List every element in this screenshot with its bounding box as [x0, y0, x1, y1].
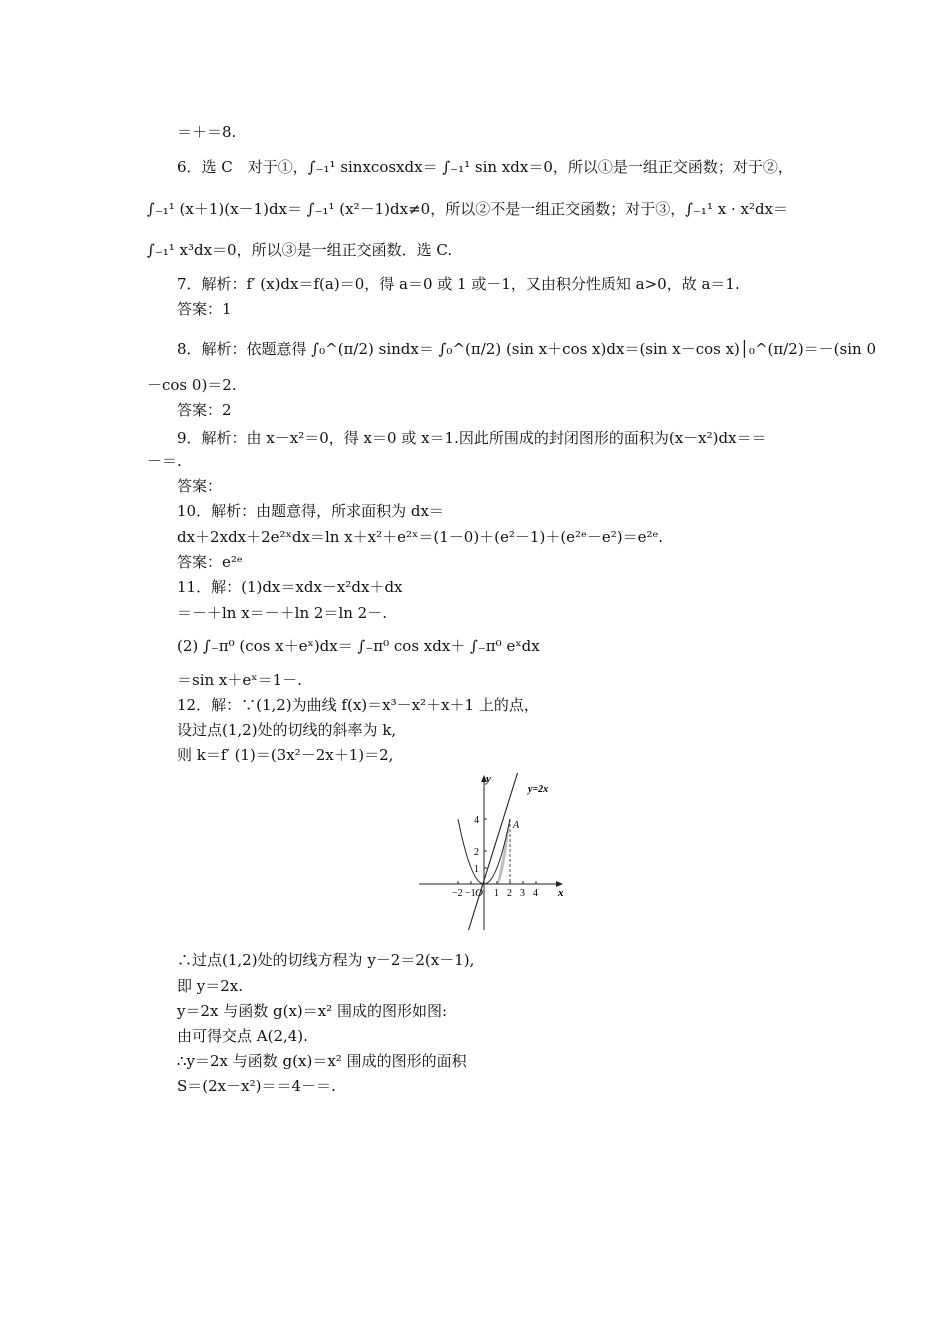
x-tick-label: −2 — [452, 888, 463, 899]
text-line-11: －＝. — [147, 452, 182, 470]
text-line-14: dx＋2xdx＋2e²ˣdx＝ln x＋x²＋e²ˣ＝(1－0)＋(e²－1)＋(e²ᵉ－e²)＝e²ᵉ. — [177, 528, 664, 546]
text-line-23: ∴过点(1,2)处的切线方程为 y－2＝2(x－1), — [177, 951, 475, 969]
x-tick-label: 2 — [507, 888, 512, 899]
line-label: y=2x — [528, 784, 549, 795]
text-line-19: ＝sin x＋eˣ＝1－. — [177, 671, 302, 689]
text-line-18: (2) ∫₋π⁰ (cos x＋eˣ)dx＝ ∫₋π⁰ cos xdx＋ ∫₋π⁰ eˣdx — [177, 637, 540, 655]
x-tick-label: 3 — [520, 888, 525, 899]
text-line-13: 10．解析：由题意得，所求面积为 dx＝ — [177, 502, 444, 520]
text-line-3: ∫₋₁¹ (x＋1)(x－1)dx＝ ∫₋₁¹ (x²－1)dx≠0，所以②不是一组正交函数；对于③，∫₋₁¹ x · x²dx＝ — [147, 200, 789, 218]
text-line-9: 答案：2 — [177, 401, 232, 419]
x-tick-label: 4 — [533, 888, 538, 899]
text-line-2: 6．选 C 对于①，∫₋₁¹ sinxcosxdx＝ ∫₋₁¹ sin xdx＝0，所以①是一组正交函数；对于②， — [177, 158, 793, 176]
text-line-16: 11．解：(1)dx＝xdx－x²dx＋dx — [177, 578, 403, 596]
y-axis-label: y — [486, 773, 491, 785]
text-line-4: ∫₋₁¹ x³dx＝0，所以③是一组正交函数．选 C. — [147, 241, 453, 259]
tangent-area-figure — [415, 770, 567, 935]
text-line-12: 答案： — [177, 477, 223, 495]
text-line-20: 12．解：∵(1,2)为曲线 f(x)＝x³－x²＋x＋1 上的点， — [177, 696, 539, 714]
text-line-28: S＝(2x－x²)＝＝4－＝. — [177, 1077, 336, 1095]
text-line-22: 则 k＝f′ (1)＝(3x²－2x＋1)＝2, — [177, 746, 394, 764]
origin-label: O — [475, 887, 483, 899]
x-axis-label: x — [558, 887, 564, 899]
text-line-15: 答案：e²ᵉ — [177, 553, 243, 571]
y-tick-label: 2 — [474, 847, 479, 858]
text-line-21: 设过点(1,2)处的切线的斜率为 k, — [177, 721, 397, 739]
text-line-25: y＝2x 与函数 g(x)＝x² 围成的图形如图: — [177, 1002, 448, 1020]
text-line-27: ∴y＝2x 与函数 g(x)＝x² 围成的图形的面积 — [177, 1052, 467, 1070]
text-line-7: 8．解析：依题意得 ∫₀^(π/2) sindx＝ ∫₀^(π/2) (sin x＋cos x)dx＝(sin x－cos x)│₀^(π/2)＝－(sin 0 — [177, 340, 876, 358]
text-line-24: 即 y＝2x. — [177, 977, 244, 995]
x-tick-label: −1 — [465, 888, 476, 899]
text-line-1: ＝＋＝8. — [177, 123, 237, 141]
text-line-17: ＝－＋ln x＝－＋ln 2＝ln 2－. — [177, 604, 387, 622]
text-line-6: 答案：1 — [177, 300, 232, 318]
x-tick-label: 1 — [494, 888, 499, 899]
y-tick-label: 1 — [474, 864, 479, 875]
text-line-26: 由可得交点 A(2,4). — [177, 1027, 308, 1045]
text-line-10: 9．解析：由 x－x²＝0，得 x＝0 或 x＝1.因此所围成的封闭图形的面积为(x－x²)dx＝＝ — [177, 429, 767, 447]
text-line-5: 7．解析：f′ (x)dx＝f(a)＝0，得 a＝0 或 1 或－1，又由积分性质知 a>0，故 a＝1. — [177, 275, 740, 293]
point-label: A — [513, 820, 520, 831]
y-tick-label: 4 — [474, 815, 479, 826]
text-line-8: －cos 0)＝2. — [147, 376, 237, 394]
